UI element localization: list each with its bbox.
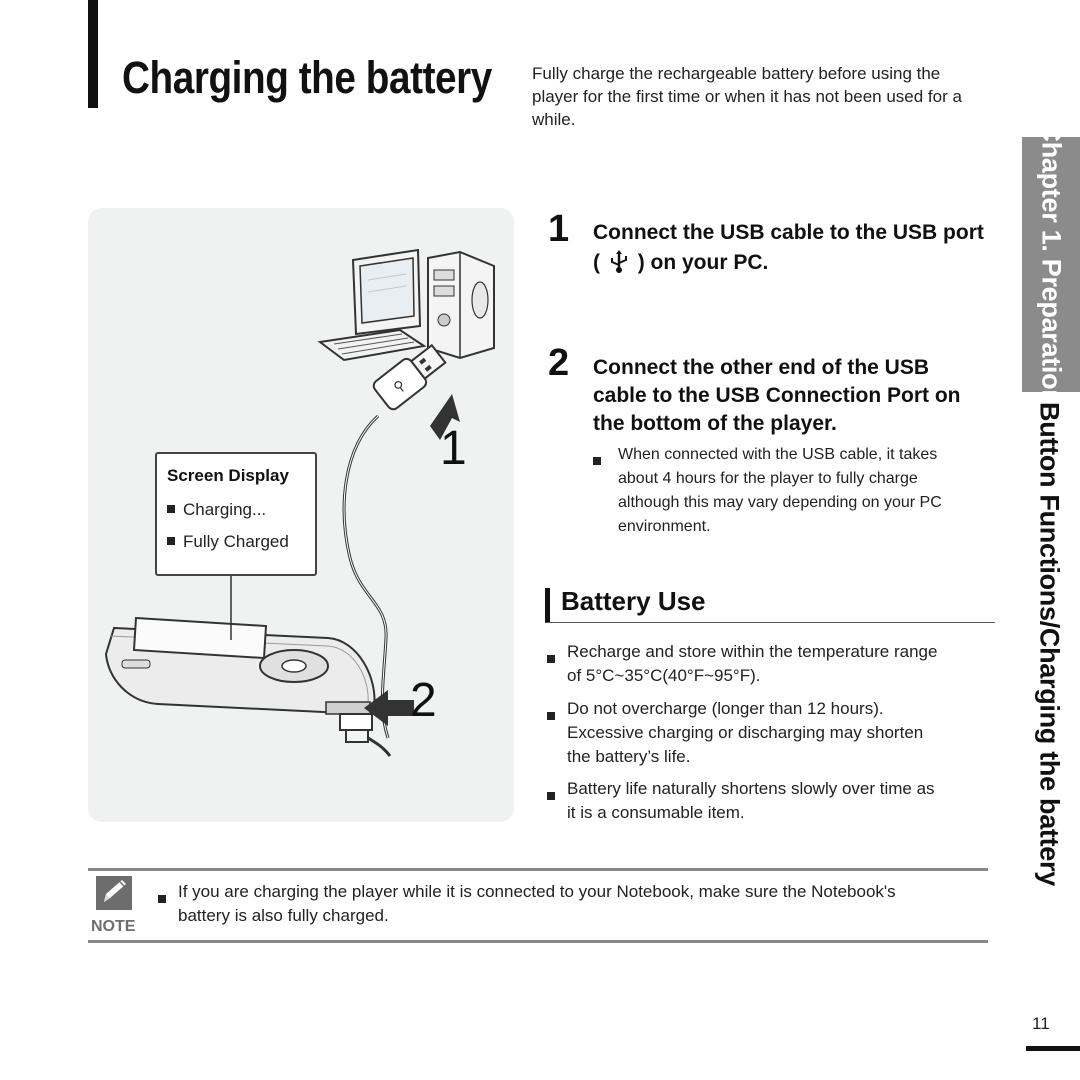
page-title: Charging the battery bbox=[122, 52, 492, 103]
chapter-tab-label: Chapter 1. Preparation bbox=[1036, 122, 1067, 406]
screen-display-title: Screen Display bbox=[167, 466, 289, 485]
bullet-square-icon bbox=[547, 792, 555, 800]
mp3-player-illustration bbox=[106, 618, 390, 756]
note-bottom-rule bbox=[88, 940, 988, 943]
svg-text:⚲: ⚲ bbox=[390, 377, 409, 397]
side-heading: Button Functions/Charging the battery bbox=[1034, 402, 1065, 886]
callout-1: 1 bbox=[440, 422, 467, 475]
bullet-square-icon bbox=[167, 537, 175, 545]
section-heading: Battery Use bbox=[561, 586, 706, 616]
bullet-square-icon bbox=[158, 895, 166, 903]
step-1-text: Connect the USB cable to the USB port ( ) on your PC. bbox=[593, 221, 984, 274]
usb-icon bbox=[610, 250, 628, 274]
screen-display-item: Charging... bbox=[167, 500, 266, 520]
page-number: 11 bbox=[1032, 1014, 1050, 1033]
note-label: NOTE bbox=[91, 918, 136, 935]
bullet-square-icon bbox=[547, 655, 555, 663]
title-accent-bar bbox=[88, 0, 98, 108]
list-item: Battery life naturally shortens slowly over time as it is a consumable item. bbox=[547, 777, 935, 825]
step-number: 2 bbox=[548, 342, 570, 384]
step-number: 1 bbox=[548, 208, 570, 250]
section-divider bbox=[545, 622, 995, 623]
step-2-text: Connect the other end of the USB cable to the USB Connection Port on the bottom of the player. bbox=[593, 356, 961, 435]
intro-text: Fully charge the rechargeable battery before using the player for the first time or when it has not been used for a while. bbox=[532, 64, 962, 129]
page-number-rule bbox=[1026, 1046, 1080, 1051]
bullet-square-icon bbox=[593, 457, 601, 465]
pencil-icon bbox=[94, 874, 134, 912]
bullet-square-icon bbox=[547, 712, 555, 720]
list-item: Recharge and store within the temperature range of 5°C~35°C(40°F~95°F). bbox=[547, 640, 937, 688]
pc-illustration bbox=[320, 250, 494, 360]
note-text: If you are charging the player while it is connected to your Notebook, make sure the Notebook's battery is also fully charged. bbox=[158, 880, 896, 928]
section-accent-bar bbox=[545, 588, 550, 622]
step-2-note: When connected with the USB cable, it takes about 4 hours for the player to fully charge although this may vary depending on your PC environment. bbox=[593, 443, 942, 539]
list-item: Do not overcharge (longer than 12 hours). Excessive charging or discharging may shorten the battery’s life. bbox=[547, 697, 923, 769]
bullet-square-icon bbox=[167, 505, 175, 513]
screen-display-box bbox=[155, 452, 317, 576]
note-top-rule bbox=[88, 868, 988, 871]
screen-display-item: Fully Charged bbox=[167, 532, 289, 552]
callout-2: 2 bbox=[410, 674, 437, 727]
